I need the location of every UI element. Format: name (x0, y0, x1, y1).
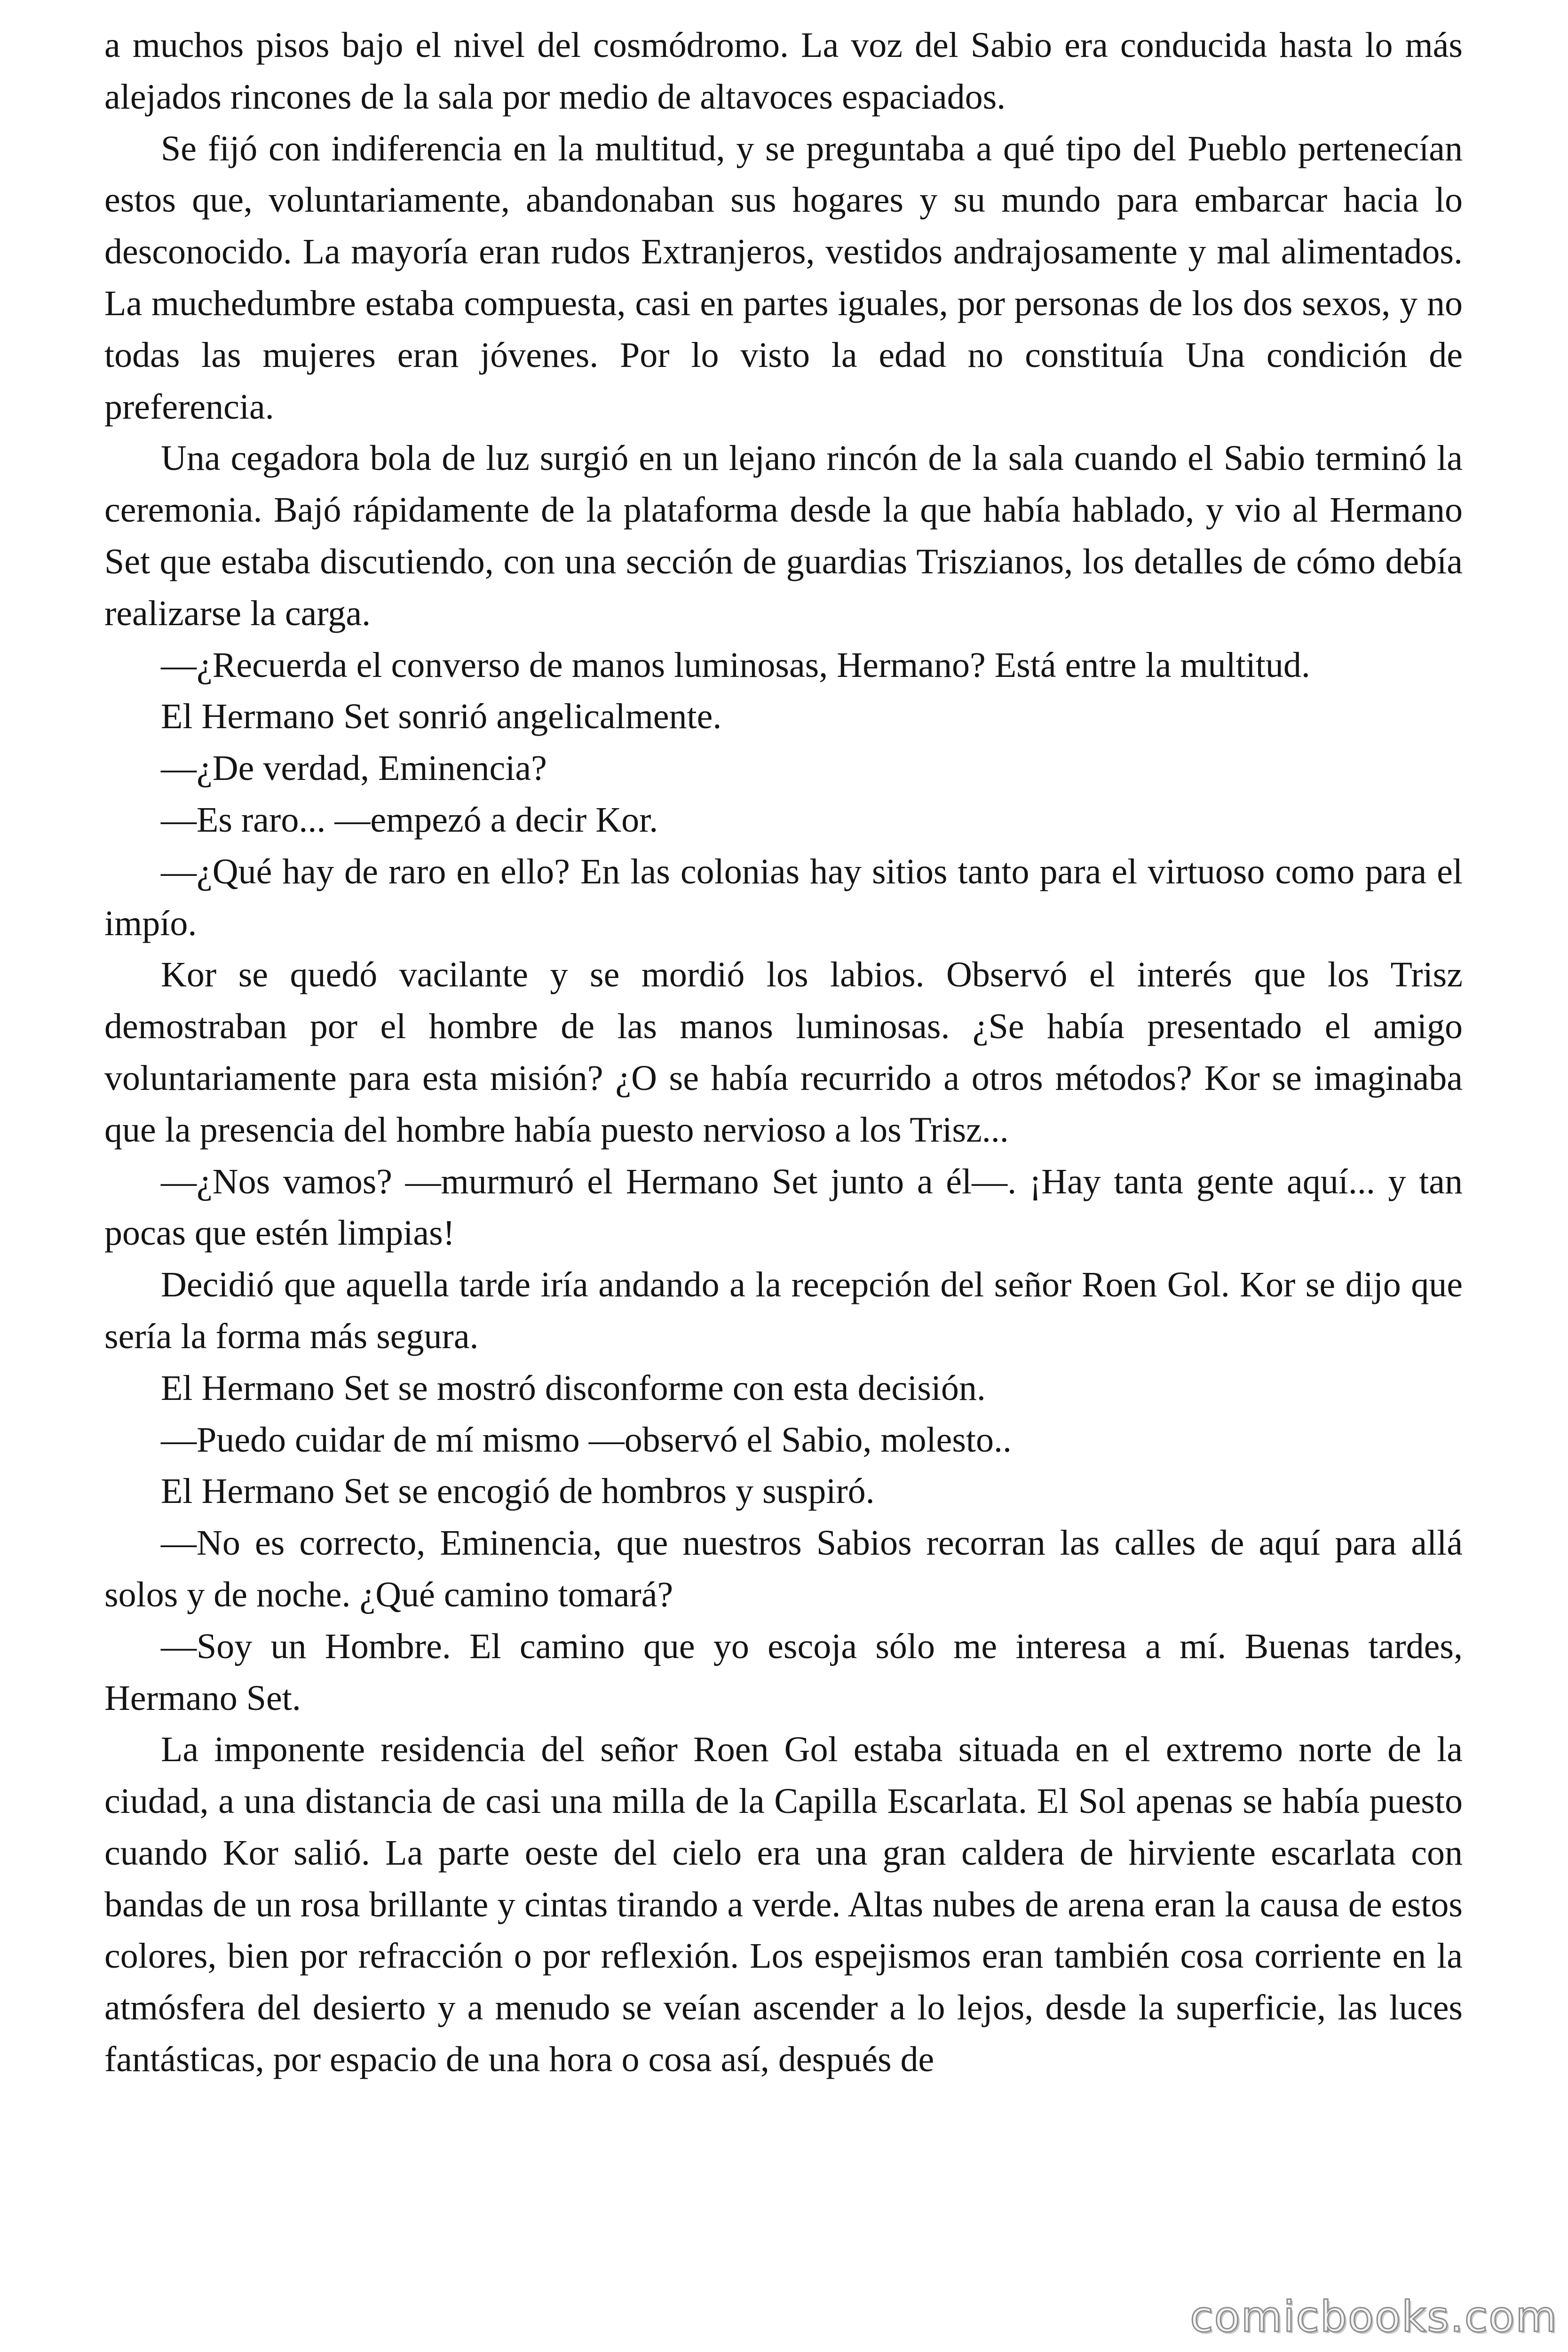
paragraph-13: —Puedo cuidar de mí mismo —observó el Sabio, molesto.. (161, 1420, 1012, 1460)
paragraph-17: La imponente residencia del señor Roen Gol estaba situada en el extremo norte de la ciudad, a una distancia de casi una milla de la Capilla Escarlata. El Sol apenas se había puesto cuando Kor salió. La parte oeste del cielo era una gran caldera de hirviente escarlata con bandas de un rosa brillante y cintas tirando a verde. Altas nubes de arena eran la causa de estos colores, bien por refracción o por reflexión. Los espejismos eran también cosa corriente en la atmósfera del desierto y a menudo se veían ascender a lo lejos, desde la superficie, las luces fantásticas, por espacio de una hora o cosa así, después de (104, 1730, 1463, 2080)
paragraph-14: El Hermano Set se encogió de hombros y suspiró. (161, 1471, 875, 1511)
paragraph-12: El Hermano Set se mostró disconforme con esta decisión. (161, 1368, 986, 1408)
paragraph-10: —¿Nos vamos? —murmuró el Hermano Set junto a él—. ¡Hay tanta gente aquí... y tan pocas que estén limpias! (104, 1161, 1463, 1253)
paragraph-6: —¿De verdad, Eminencia? (161, 748, 547, 788)
paragraph-9: Kor se quedó vacilante y se mordió los labios. Observó el interés que los Trisz demostraban por el hombre de las manos luminosas. ¿Se había presentado el amigo voluntariamente para esta misión? ¿O se había recurrido a otros métodos? Kor se imaginaba que la presencia del hombre había puesto nervioso a los Trisz... (104, 955, 1463, 1150)
paragraph-3: Una cegadora bola de luz surgió en un lejano rincón de la sala cuando el Sabio terminó la ceremonia. Bajó rápidamente de la plataforma desde la que había hablado, y vio al Hermano Set que estaba discutiendo, con una sección de guardias Triszianos, los detalles de cómo debía realizarse la carga. (104, 438, 1463, 633)
paragraph-15: —No es correcto, Eminencia, que nuestros Sabios recorran las calles de aquí para allá solos y de noche. ¿Qué camino tomará? (104, 1523, 1463, 1614)
watermark-logo: comicbooks.com (1190, 2292, 1558, 2342)
paragraph-8: —¿Qué hay de raro en ello? En las colonias hay sitios tanto para el virtuoso como para el impío. (104, 851, 1463, 943)
paragraph-7: —Es raro... —empezó a decir Kor. (161, 800, 658, 840)
paragraph-11: Decidió que aquella tarde iría andando a la recepción del señor Roen Gol. Kor se dijo que sería la forma más segura. (104, 1265, 1463, 1356)
page-text (104, 20, 1463, 2086)
paragraph-4: —¿Recuerda el converso de manos luminosas, Hermano? Está entre la multitud. (161, 645, 1310, 685)
paragraph-16: —Soy un Hombre. El camino que yo escoja sólo me interesa a mí. Buenas tardes, Hermano Set. (104, 1626, 1463, 1718)
paragraph-1: a muchos pisos bajo el nivel del cosmódromo. La voz del Sabio era conducida hasta lo más alejados rincones de la sala por medio de altavoces espaciados. (104, 25, 1463, 117)
paragraph-2: Se fijó con indiferencia en la multitud, y se preguntaba a qué tipo del Pueblo pertenecían estos que, voluntariamente, abandonaban sus hogares y su mundo para embarcar hacia lo desconocido. La mayoría eran rudos Extranjeros, vestidos andrajosamente y mal alimentados. La muchedumbre estaba compuesta, casi en partes iguales, por personas de los dos sexos, y no todas las mujeres eran jóvenes. Por lo visto la edad no constituía Una condición de preferencia. (104, 128, 1463, 427)
paragraph-5: El Hermano Set sonrió angelicalmente. (161, 697, 722, 737)
